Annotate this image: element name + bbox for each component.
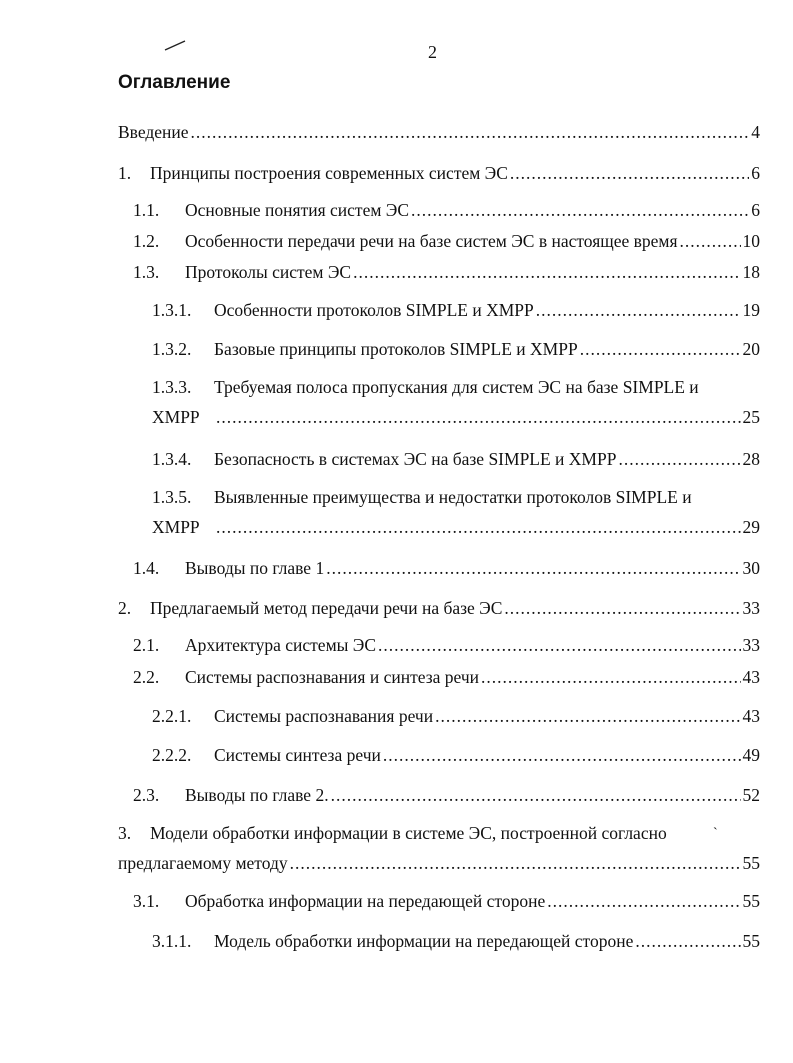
toc-entry-1-3-5-first-line[interactable] xyxy=(152,486,692,508)
toc-entry-2-3[interactable] xyxy=(133,784,760,806)
toc-entry-1-3-1[interactable] xyxy=(152,299,760,321)
toc-entry-chapter-1[interactable] xyxy=(118,162,760,184)
toc-entry-page: 6 xyxy=(751,163,760,183)
toc-entry-number: 1.3.3. xyxy=(152,377,192,397)
toc-entry-title: Модель обработки информации на передающей стороне xyxy=(214,931,634,951)
toc-entry-title: Выводы по главе 1 xyxy=(185,558,325,578)
pen-mark-icon xyxy=(163,38,187,52)
toc-entry-1-3-5[interactable] xyxy=(152,516,760,538)
toc-entry-title: Системы распознавания речи xyxy=(214,706,434,726)
dot-leader xyxy=(331,784,741,806)
toc-entry-page: 18 xyxy=(742,262,760,282)
dot-leader xyxy=(378,634,741,656)
dot-leader xyxy=(618,448,740,470)
toc-entry-page: 33 xyxy=(742,635,760,655)
toc-entry-page: 49 xyxy=(742,745,760,765)
dot-leader xyxy=(353,261,740,283)
toc-entry-number: 1.3.1. xyxy=(152,300,192,320)
toc-entry-number: 2.2. xyxy=(133,667,160,687)
toc-entry-title: Особенности передачи речи на базе систем ЭС в настоящее время xyxy=(185,231,678,251)
toc-entry-title: Системы синтеза речи xyxy=(214,745,381,765)
toc-entry-page: 4 xyxy=(751,122,760,142)
dot-leader xyxy=(635,930,740,952)
toc-entry-number: 1.3.4. xyxy=(152,449,192,469)
toc-entry-title: Безопасность в системах ЭС на базе SIMPLE и XMPP xyxy=(214,449,617,469)
stray-mark-icon: ˋ xyxy=(713,826,718,841)
toc-entry-1-3[interactable] xyxy=(133,261,760,283)
toc-entry-introduction[interactable] xyxy=(118,121,760,143)
toc-entry-number: 1.2. xyxy=(133,231,160,251)
dot-leader xyxy=(216,406,741,428)
toc-heading: Оглавление xyxy=(118,72,231,93)
toc-entry-chapter-3-first-line[interactable] xyxy=(118,822,667,844)
toc-entry-chapter-3[interactable] xyxy=(118,852,760,874)
toc-entry-2-1[interactable] xyxy=(133,634,760,656)
toc-entry-title: Системы распознавания и синтеза речи xyxy=(185,667,479,687)
toc-entry-number: 2.2.2. xyxy=(152,745,192,765)
toc-entry-1-3-3[interactable] xyxy=(152,406,760,428)
dot-leader xyxy=(504,597,740,619)
dot-leader xyxy=(290,852,741,874)
toc-entry-title: Обработка информации на передающей стороне xyxy=(185,891,546,911)
toc-entry-title: Особенности протоколов SIMPLE и XMPP xyxy=(214,300,534,320)
toc-entry-number: 2.3. xyxy=(133,785,160,805)
toc-entry-number: 1.3.5. xyxy=(152,487,192,507)
toc-entry-number: 2. xyxy=(118,598,132,618)
dot-leader xyxy=(481,666,741,688)
page-number: 2 xyxy=(428,42,437,62)
toc-entry-1-3-3-first-line[interactable] xyxy=(152,376,699,398)
toc-entry-title: Выявленные преимущества и недостатки протоколов SIMPLE и xyxy=(214,487,692,507)
dot-leader xyxy=(547,890,740,912)
toc-entry-page: 19 xyxy=(742,300,760,320)
toc-entry-number: 2.1. xyxy=(133,635,160,655)
dot-leader xyxy=(536,299,741,321)
dot-leader xyxy=(411,199,749,221)
dot-leader xyxy=(383,744,741,766)
toc-entry-title: Введение xyxy=(118,122,189,142)
dot-leader xyxy=(216,516,741,538)
toc-entry-2-2[interactable] xyxy=(133,666,760,688)
toc-entry-page: 30 xyxy=(742,558,760,578)
toc-entry-number: 1.3. xyxy=(133,262,160,282)
toc-entry-2-2-1[interactable] xyxy=(152,705,760,727)
dot-leader xyxy=(435,705,740,727)
toc-entry-title: Протоколы систем ЭС xyxy=(185,262,352,282)
toc-entry-number: 3.1. xyxy=(133,891,160,911)
toc-entry-number: 1.4. xyxy=(133,558,160,578)
toc-entry-title: Архитектура системы ЭС xyxy=(185,635,376,655)
toc-entry-page: 33 xyxy=(742,598,760,618)
toc-entry-title-continued: предлагаемому методу xyxy=(118,853,288,873)
toc-entry-3-1[interactable] xyxy=(133,890,760,912)
toc-entry-page: 20 xyxy=(742,339,760,359)
dot-leader xyxy=(680,230,741,252)
toc-entry-page: 10 xyxy=(742,231,760,251)
toc-entry-3-1-1[interactable] xyxy=(152,930,760,952)
toc-entry-title: Предлагаемый метод передачи речи на базе ЭС xyxy=(150,598,503,618)
toc-entry-1-4[interactable] xyxy=(133,557,760,579)
toc-entry-number: 2.2.1. xyxy=(152,706,192,726)
toc-entry-page: 55 xyxy=(742,853,760,873)
toc-entry-page: 55 xyxy=(742,931,760,951)
toc-entry-2-2-2[interactable] xyxy=(152,744,760,766)
toc-entry-chapter-2[interactable] xyxy=(118,597,760,619)
toc-entry-title-continued: XMPP xyxy=(152,407,200,427)
toc-entry-page: 25 xyxy=(742,407,760,427)
toc-entry-title: Модели обработки информации в системе ЭС, построенной согласно xyxy=(150,823,667,843)
toc-entry-page: 6 xyxy=(751,200,760,220)
toc-entry-page: 55 xyxy=(742,891,760,911)
toc-entry-page: 29 xyxy=(742,517,760,537)
dot-leader xyxy=(191,121,750,143)
dot-leader xyxy=(326,557,740,579)
toc-entry-page: 28 xyxy=(742,449,760,469)
toc-entry-title: Базовые принципы протоколов SIMPLE и XMPP xyxy=(214,339,578,359)
toc-entry-page: 43 xyxy=(742,667,760,687)
toc-entry-page: 52 xyxy=(742,785,760,805)
toc-entry-page: 43 xyxy=(742,706,760,726)
toc-entry-1-3-2[interactable] xyxy=(152,338,760,360)
toc-entry-title: Выводы по главе 2. xyxy=(185,785,329,805)
toc-entry-title-continued: XMPP xyxy=(152,517,200,537)
toc-entry-number: 3.1.1. xyxy=(152,931,192,951)
dot-leader xyxy=(580,338,741,360)
toc-entry-title: Основные понятия систем ЭС xyxy=(185,200,410,220)
dot-leader xyxy=(510,162,749,184)
toc-entry-1-1[interactable] xyxy=(133,199,760,221)
toc-entry-1-2[interactable] xyxy=(133,230,760,252)
toc-entry-title: Требуемая полоса пропускания для систем ЭС на базе SIMPLE и xyxy=(214,377,699,397)
toc-entry-number: 3. xyxy=(118,823,132,843)
toc-entry-title: Принципы построения современных систем ЭС xyxy=(150,163,508,183)
toc-entry-1-3-4[interactable] xyxy=(152,448,760,470)
toc-entry-number: 1.1. xyxy=(133,200,160,220)
toc-entry-number: 1.3.2. xyxy=(152,339,192,359)
toc-entry-number: 1. xyxy=(118,163,132,183)
